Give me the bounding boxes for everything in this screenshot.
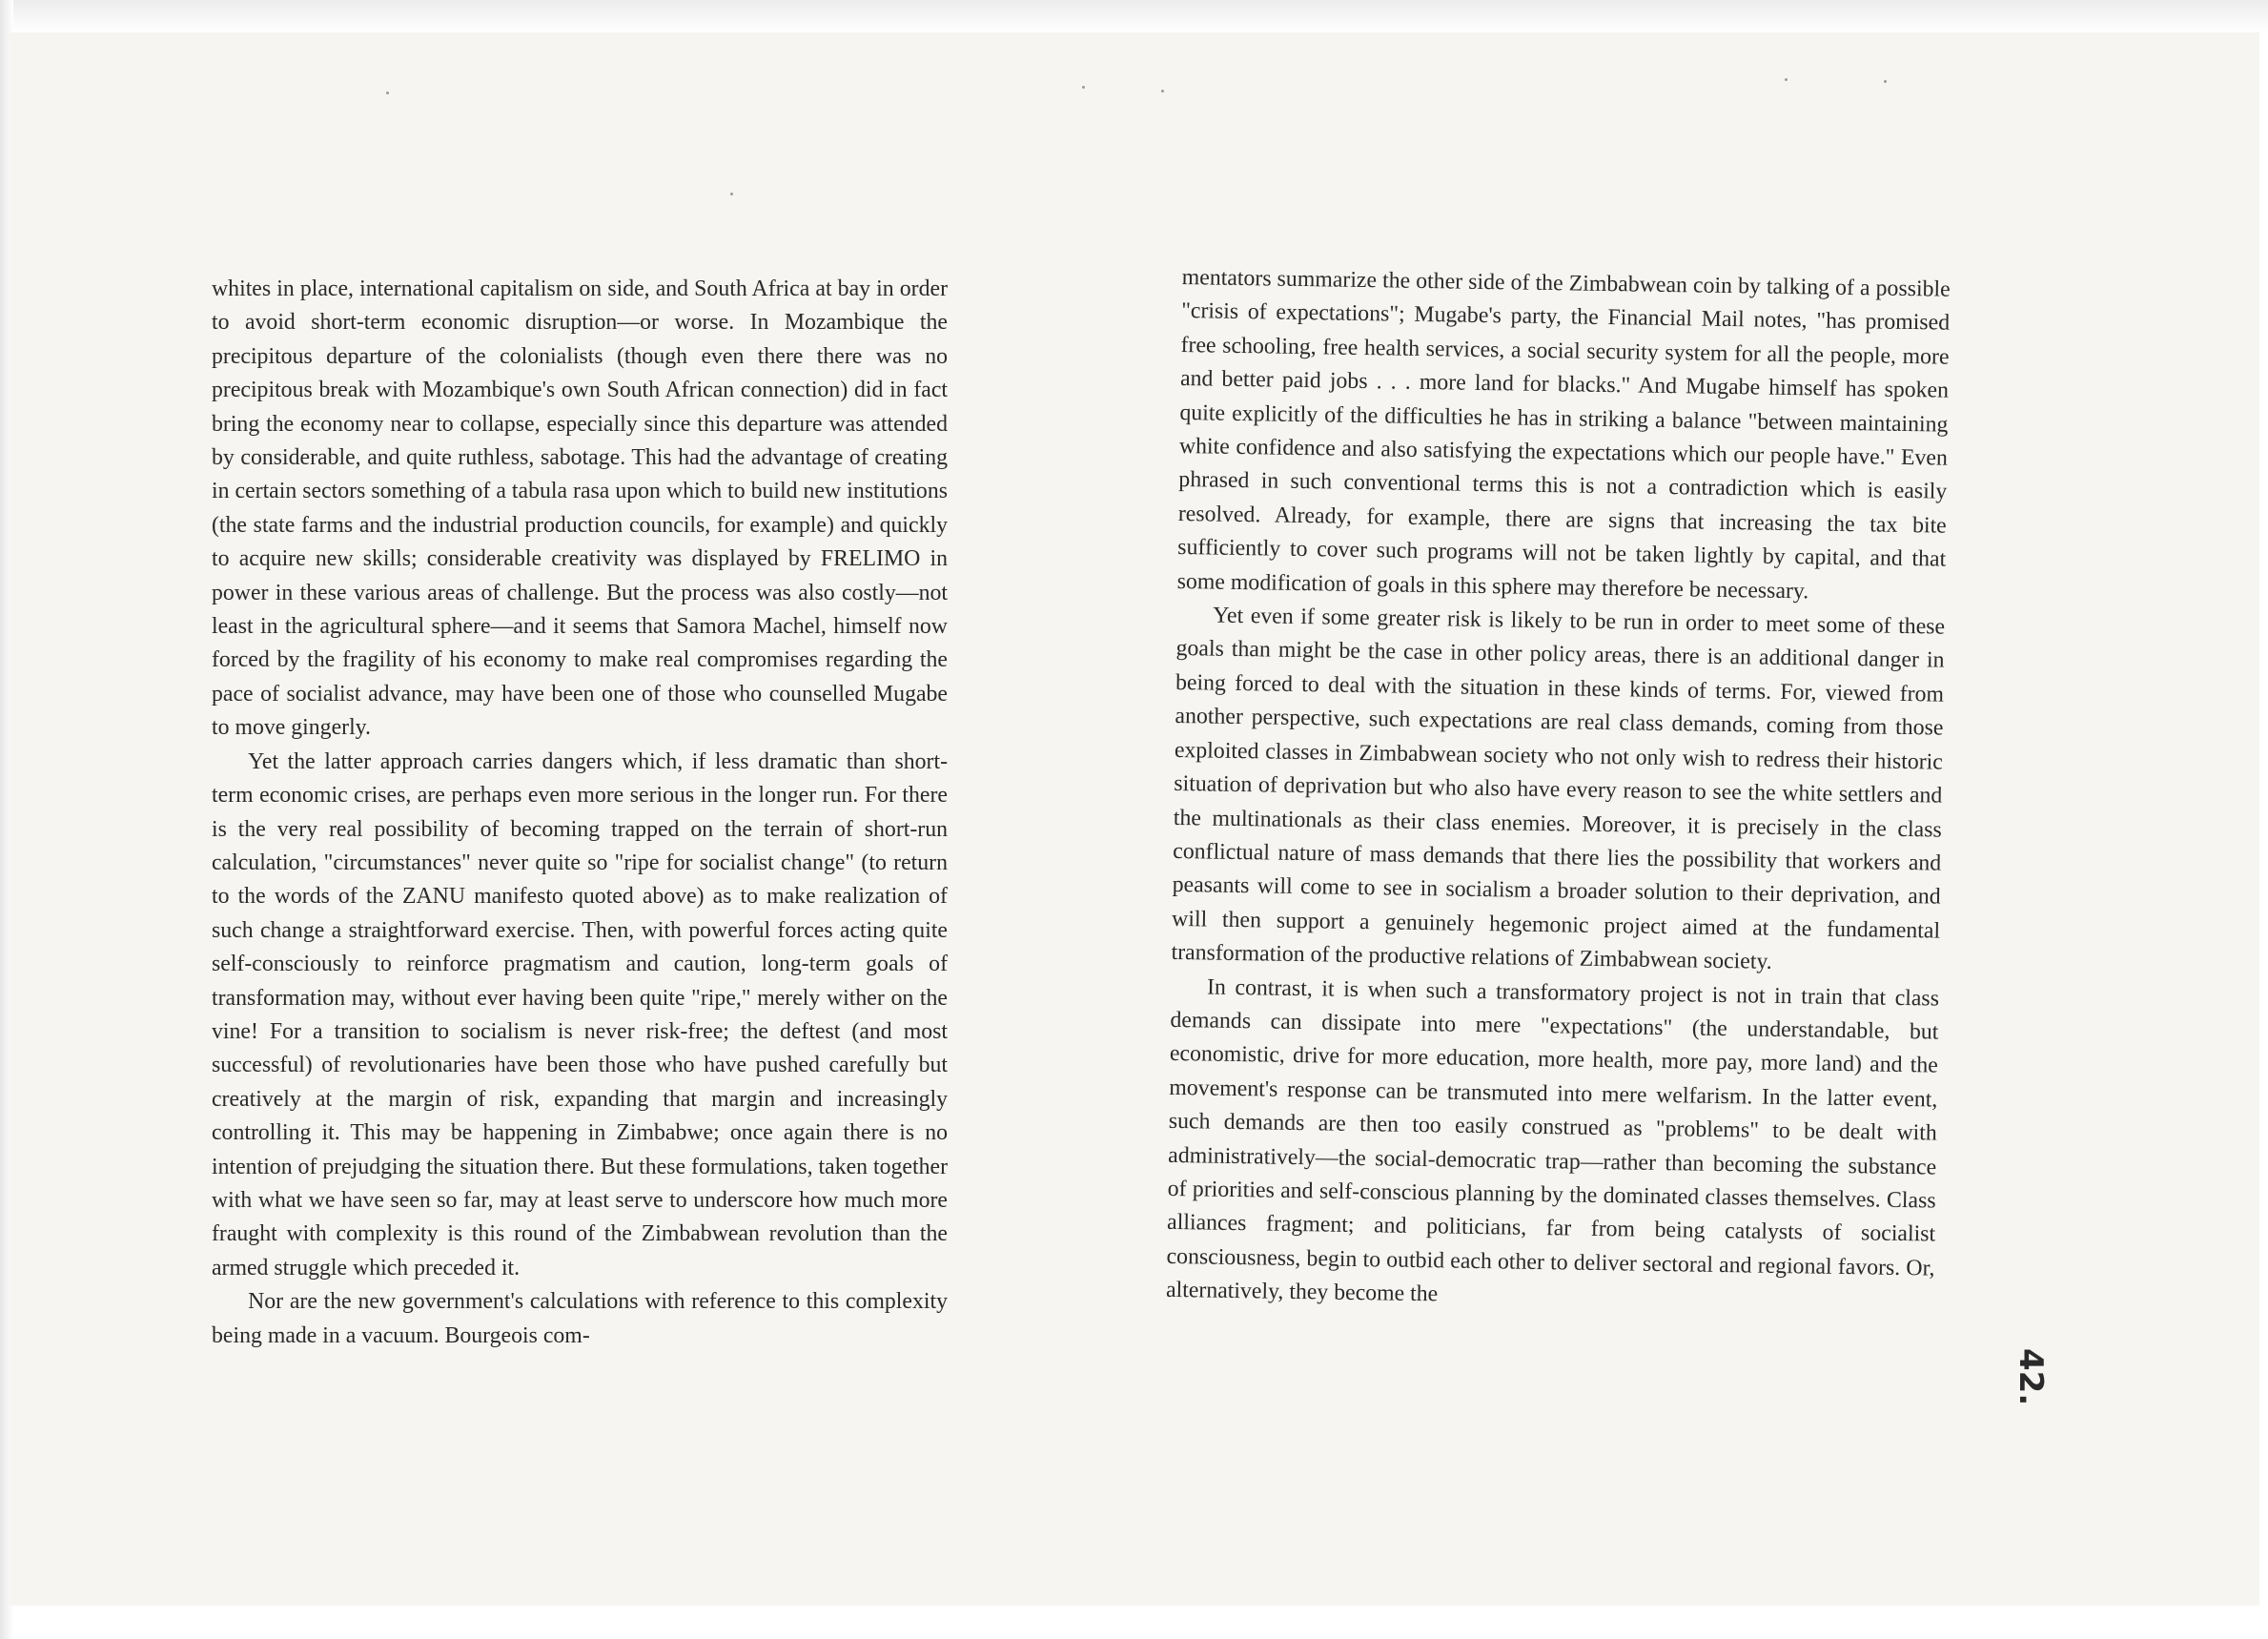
scan-border-top: [0, 0, 2268, 32]
paragraph: Nor are the new government's calculations with reference to this complexity being made in a vacuum. Bourgeois com-: [212, 1289, 948, 1348]
paragraph: whites in place, international capitalism on side, and South Africa at bay in order to avoid short-term economic disruption—or worse. In Mozambique the precipitous departure of the colonialists (though even there there was no precipitous break with Mozambique's own South African connection) did in fact bring the economy near to collapse, especially since this departure was attended by considerable, and quite ruthless, sabotage. This had the advantage of creating in certain sectors something of a tabula rasa upon which to build new institutions (the state farms and the industrial production councils, for example) and quickly to acquire new skills; considerable creativity was displayed by FRELIMO in power in these various areas of challenge. But the process was also costly—not least in the agricultural sphere—and it seems that Samora Machel, himself now forced by the fragility of his economy to make real compromises regarding the pace of socialist advance, may have been one of those who counselled Mugabe to move gingerly.: [212, 277, 948, 741]
scan-speck: [730, 193, 733, 195]
scan-speck: [386, 92, 389, 94]
document-page: [10, 32, 2259, 1606]
scan-speck: [1161, 90, 1164, 92]
paragraph: Yet the latter approach carries dangers which, if less dramatic than short-term economic crises, are perhaps even more serious in the longer run. For there is the very real possibility of becoming trapped on the terrain of short-run calculation, "circumstances" never quite so "ripe for socialist change" (to return to the words of the ZANU manifesto quoted above) as to make realization of such change a straightforward exercise. Then, with powerful forces acting quite self-consciously to reinforce pragmatism and caution, long-term goals of transformation may, without ever having been quite "ripe," merely wither on the vine! For a transition to socialism is never risk-free; the deftest (and most successful) of revolutionaries have been those who have pushed carefully but creatively at the margin of risk, expanding that margin and increasingly controlling it. This may be happening in Zimbabwe; once again there is no intention of prejudging the situation there. But these formulations, taken together with what we have seen so far, may at least serve to underscore how much more fraught with complexity is this round of the Zimbabwean revolution than the armed struggle which preceded it.: [212, 748, 948, 1280]
paragraph: In contrast, it is when such a transformatory project is not in train that class demands can dissipate into mere "expectations" (the understandable, but economistic, drive for more education, more health, more pay, more land) and the movement's response can be transmuted into mere welfarism. In the latter event, such demands are then too easily construed as "problems" to be dealt with administratively—the social-democratic trap—rather than becoming the substance of priorities and self-conscious planning by the dominated classes themselves. Class alliances fragment; and politicians, far from being catalysts of socialist consciousness, begin to outbid each other to deliver sectoral and regional favors. Or, alternatively, they become the: [1165, 974, 1940, 1307]
scan-speck: [1082, 86, 1085, 89]
scan-speck: [1884, 80, 1887, 83]
page-number: 42.: [2012, 1348, 2050, 1406]
paragraph: Yet even if some greater risk is likely to be run in order to meet some of these goals than might be the case in other policy areas, there is an additional danger in being forced to deal with the situation in these kinds of terms. For, viewed from another perspective, such expectations are real class demands, coming from those exploited classes in Zimbabwean society who not only wish to redress their historic situation of deprivation but who also have every reason to see the white settlers and the multinationals as their class enemies. Moreover, it is precisely in the class conflictual nature of mass demands that there lies the possibility that workers and peasants will come to see in socialism a broader solution to their deprivation, and will then support a genuinely hegemonic project aimed at the fundamental transformation of the productive relations of Zimbabwean society.: [1171, 603, 1946, 974]
right-text-column: [1166, 261, 1951, 1320]
left-text-column: [212, 273, 948, 1353]
scan-speck: [1785, 78, 1788, 81]
paragraph: mentators summarize the other side of the Zimbabwean coin by talking of a possible "crisis of expectations"; Mugabe's party, the Financial Mail notes, "has promised free schooling, free health services, a social security system for all the people, more and better paid jobs . . . more land for blacks." And Mugabe himself has spoken quite explicitly of the difficulties he has in striking a balance "between maintaining white confidence and also satisfying the expectations which our people have." Even phrased in such conventional terms this is not a contradiction which is easily resolved. Already, for example, there are signs that increasing the tax bite sufficiently to cover such programs will not be taken lightly by capital, and that some modification of goals in this sphere may therefore be necessary.: [1176, 264, 1951, 604]
